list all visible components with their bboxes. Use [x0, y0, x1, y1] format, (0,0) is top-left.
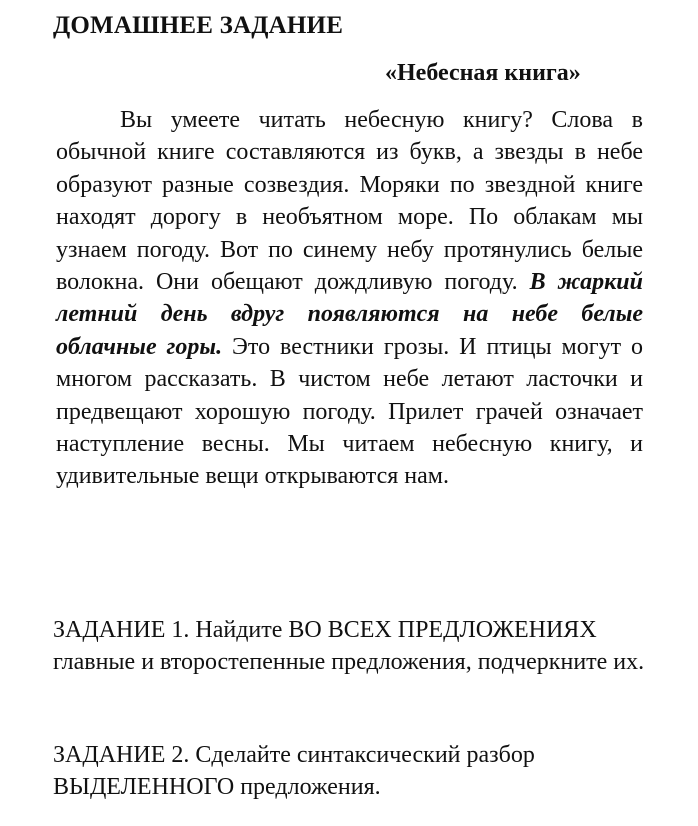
story-text	[56, 104, 643, 493]
story-title: «Небесная книга»	[385, 60, 581, 86]
highlighted-sentence: В жаркий летний день вдруг появляются на небе белые облачные горы.	[56, 269, 643, 360]
task-1: ЗАДАНИЕ 1. Найдите ВО ВСЕХ ПРЕДЛОЖЕНИЯХ главные и второстепенные предложения, подчеркните их.	[53, 617, 645, 675]
story-text-after: Это вестники грозы. И птицы могут о многом рассказать. В чистом небе летают ласточки и предвещают хорошую погоду. Прилет грачей означает наступление весны. Мы читаем небесную книгу, и удивительные вещи открываются нам.	[56, 333, 644, 490]
page-heading: ДОМАШНЕЕ ЗАДАНИЕ	[53, 12, 344, 39]
task-2: ЗАДАНИЕ 2. Сделайте синтаксический разбор ВЫДЕЛЕННОГО предложения.	[53, 742, 535, 800]
story-text-before: Вы умеете читать небесную книгу? Слова в обычной книге составляются из букв, а звезды в небе образуют разные созвездия. Моряки по звездной книге находят дорогу в необъятном море. По облакам мы узнаем погоду. Вот по синему небу протянулись белые волокна. Они обещают дождливую погоду.	[56, 107, 643, 296]
